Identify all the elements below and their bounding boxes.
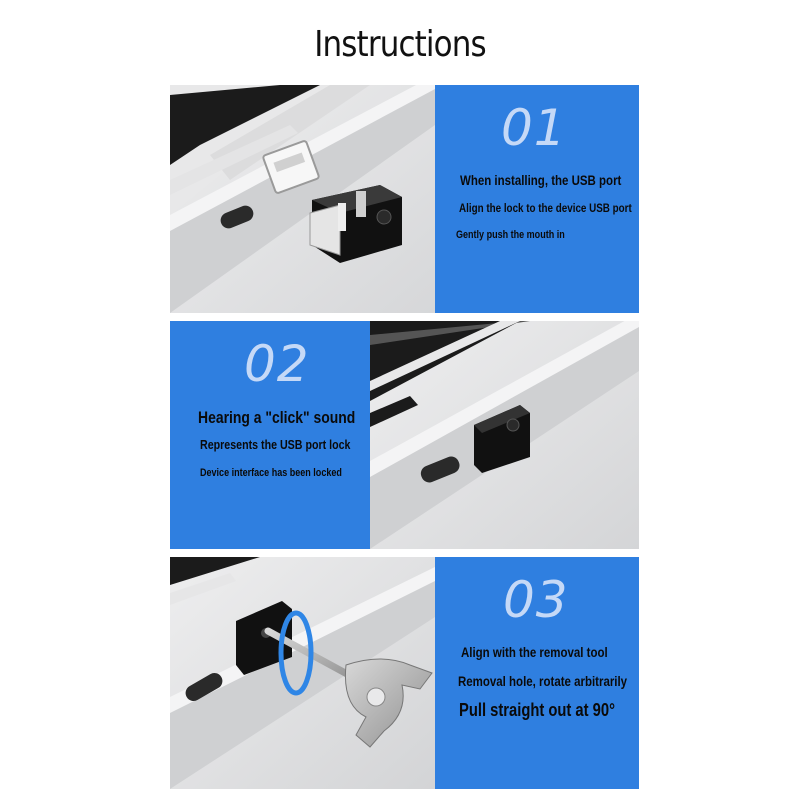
step-1-line-1: When installing, the USB port bbox=[460, 172, 622, 188]
step-1-line-2: Align the lock to the device USB port bbox=[459, 201, 632, 215]
step-1-panel bbox=[435, 85, 639, 313]
step-2-line-1: Hearing a "click" sound bbox=[198, 408, 356, 427]
step-2-photo bbox=[370, 321, 639, 549]
step-2-number: 02 bbox=[244, 335, 310, 393]
step-1-number: 01 bbox=[501, 99, 567, 157]
step-3-photo bbox=[170, 557, 435, 789]
step-3-line-2: Removal hole, rotate arbitrarily bbox=[458, 673, 628, 689]
step-1-photo bbox=[170, 85, 435, 313]
step-2-line-3: Device interface has been locked bbox=[200, 467, 342, 479]
step-3-line-1: Align with the removal tool bbox=[461, 644, 608, 660]
step-1-line-3: Gently push the mouth in bbox=[456, 229, 565, 241]
page-title: Instructions bbox=[314, 24, 486, 65]
step-2-panel bbox=[170, 321, 370, 549]
step-3-line-3: Pull straight out at 90° bbox=[459, 700, 615, 720]
step-3-panel bbox=[435, 557, 639, 789]
step-2-line-2: Represents the USB port lock bbox=[200, 437, 351, 452]
step-3-number: 03 bbox=[503, 571, 569, 629]
